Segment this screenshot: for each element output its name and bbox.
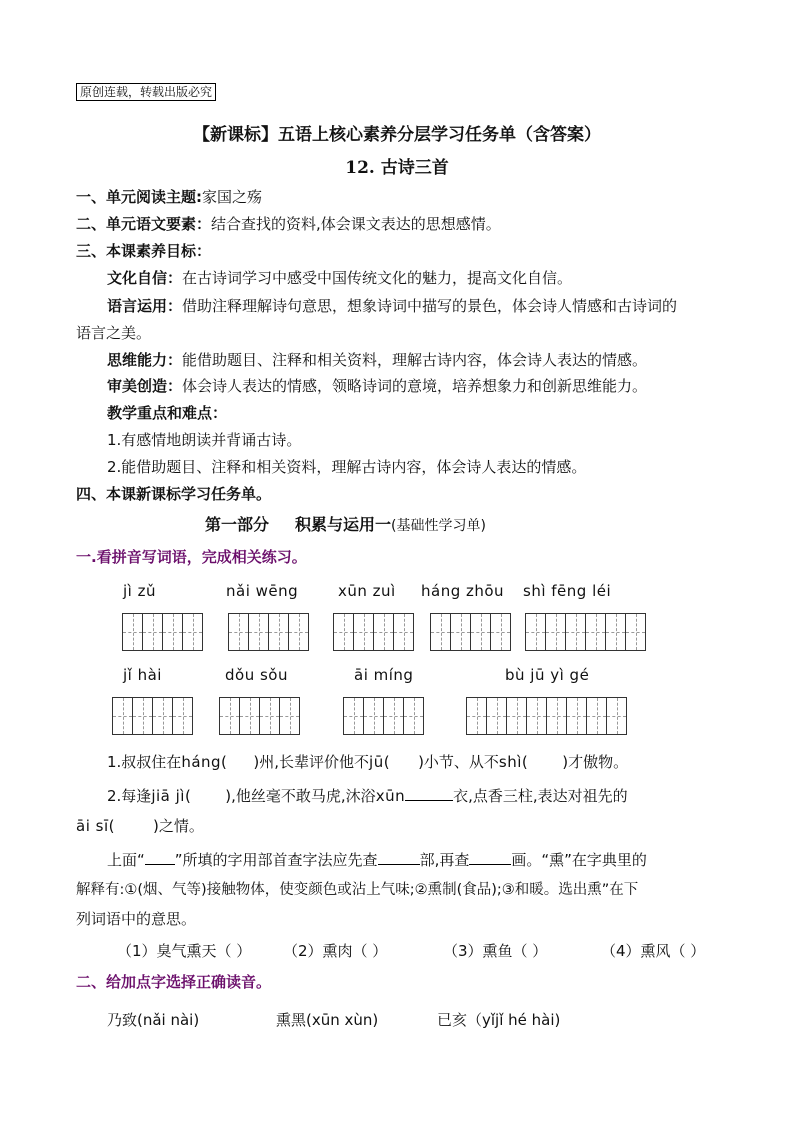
- paragraph-line-3: 列词语中的意思。: [76, 910, 197, 928]
- paragraph-line-2: 解释有:①(烟、气等)接触物体，使变颜色或沾上气味;②熏制(食品);③和暖。选出熏”在下: [76, 882, 639, 898]
- option-2[interactable]: （2）熏肉（ ）: [283, 942, 388, 960]
- part-note: (基础性学习单): [391, 518, 486, 534]
- text: 部,再查: [419, 851, 470, 869]
- goal-thinking: [107, 349, 647, 371]
- sentence-1: [107, 751, 628, 773]
- pinyin: jiā jì(: [151, 787, 192, 805]
- key-point-1: 1.有感情地朗读并背诵古诗。: [107, 431, 302, 449]
- text: ),他丝毫不敢马虎,沐浴: [225, 787, 376, 805]
- text: 上面“: [107, 851, 145, 869]
- fill-blank[interactable]: [469, 848, 511, 865]
- text: )小节、从不: [418, 753, 499, 771]
- page-title: 【新课标】五语上核心素养分层学习任务单（含答案）: [193, 125, 601, 145]
- answer-grid[interactable]: [112, 697, 193, 735]
- pinyin: āi sī(: [76, 817, 115, 835]
- pinyin: xūn: [375, 787, 406, 805]
- pinyin: jū(: [369, 753, 391, 771]
- pinyin-word: jǐ hài: [123, 666, 162, 684]
- answer-grid[interactable]: [343, 697, 424, 735]
- text: 2.每逢: [107, 787, 152, 805]
- answer-grid[interactable]: [430, 613, 511, 651]
- text: 画。“熏”在字典里的: [511, 851, 647, 869]
- option-4[interactable]: （4）熏风（ ）: [601, 942, 706, 960]
- key-points-label: 教学重点和难点：: [107, 404, 228, 422]
- pinyin: háng(: [181, 753, 228, 771]
- pinyin-word: āi míng: [354, 666, 414, 684]
- text: )之情。: [152, 817, 204, 835]
- answer-grid[interactable]: [525, 613, 646, 651]
- goal-aesthetic-label: 审美创造：: [107, 377, 183, 395]
- goal-aesthetic: [107, 375, 647, 397]
- pinyin-word: shì fēng léi: [523, 582, 612, 600]
- goal-culture: [107, 267, 572, 289]
- pinyin-word: dǒu sǒu: [225, 666, 288, 684]
- text: )州,长辈评价他不: [253, 753, 370, 771]
- goal-thinking-text: 能借助题目、注释和相关资料，理解古诗内容，体会诗人表达的情感。: [182, 351, 648, 369]
- section-2-text: 结合查找的资料,体会课文表达的思想感情。: [211, 215, 501, 233]
- text: 衣,点香三柱,表达对祖先的: [453, 787, 628, 805]
- answer-grid[interactable]: [228, 613, 309, 651]
- section-2: [76, 213, 501, 235]
- pinyin: shì(: [498, 753, 529, 771]
- pinyin-word: jì zǔ: [123, 582, 156, 600]
- q1-heading: 一.看拼音写词语，完成相关练习。: [76, 548, 307, 566]
- goal-culture-text: 在古诗词学习中感受中国传统文化的魅力，提高文化自信。: [182, 269, 573, 287]
- section-3-label: 三、本课素养目标：: [76, 242, 212, 260]
- section-1: [76, 186, 262, 208]
- goal-aesthetic-text: 体会诗人表达的情感，领略诗词的意境，培养想象力和创新思维能力。: [182, 377, 648, 395]
- part-name: 积累与运用一: [295, 515, 392, 534]
- answer-grid[interactable]: [219, 697, 300, 735]
- reading-choice-1[interactable]: 乃致(nǎi nài): [107, 1011, 200, 1029]
- pinyin-word: nǎi wēng: [226, 582, 299, 600]
- goal-thinking-label: 思维能力：: [107, 351, 183, 369]
- option-3[interactable]: （3）熏鱼（ ）: [443, 942, 548, 960]
- answer-grid[interactable]: [466, 697, 627, 735]
- fill-blank[interactable]: [378, 848, 420, 865]
- fill-blank[interactable]: [145, 848, 175, 865]
- section-1-text: 家国之殇: [202, 188, 263, 206]
- pinyin-word: háng zhōu: [421, 582, 505, 600]
- q2-heading: 二、给加点字选择正确读音。: [76, 973, 272, 991]
- section-4-label: 四、本课新课标学习任务单。: [76, 485, 272, 503]
- part-label: 第一部分: [205, 515, 270, 534]
- goal-culture-label: 文化自信：: [107, 269, 183, 287]
- option-1[interactable]: （1）臭气熏天（ ）: [117, 942, 252, 960]
- sentence-2: [107, 784, 628, 807]
- answer-grid[interactable]: [333, 613, 414, 651]
- reading-choice-3[interactable]: 已亥（yǐjǐ hé hài): [437, 1011, 561, 1029]
- goal-language: [107, 295, 677, 317]
- answer-grid[interactable]: [122, 613, 203, 651]
- text: 1.叔叔住在: [107, 753, 182, 771]
- reading-choice-2[interactable]: 熏黑(xūn xùn): [276, 1011, 379, 1029]
- goal-language-text: 借助注释理解诗句意思，想象诗词中描写的景色，体会诗人情感和古诗词的: [182, 297, 678, 315]
- part-header: [205, 514, 486, 537]
- paragraph-line-1: [107, 848, 647, 871]
- text: ”所填的字用部首查字法应先查: [174, 851, 378, 869]
- section-2-label: 二、单元语文要素：: [76, 215, 212, 233]
- goal-language-cont: 语言之美。: [76, 324, 152, 342]
- goal-language-label: 语言运用：: [107, 297, 183, 315]
- sentence-2-cont: [76, 815, 204, 837]
- section-1-label: 一、单元阅读主题:: [76, 188, 202, 206]
- pinyin-word: bù jū yì gé: [505, 666, 590, 684]
- fill-blank[interactable]: [405, 784, 453, 801]
- text: )才傲物。: [562, 753, 629, 771]
- copyright-stamp: 原创连载，转载出版必究: [76, 83, 216, 101]
- key-point-2: 2.能借助题目、注释和相关资料，理解古诗内容，体会诗人表达的情感。: [107, 458, 587, 476]
- pinyin-word: xūn zuì: [338, 582, 396, 600]
- lesson-title: 12. 古诗三首: [345, 158, 449, 178]
